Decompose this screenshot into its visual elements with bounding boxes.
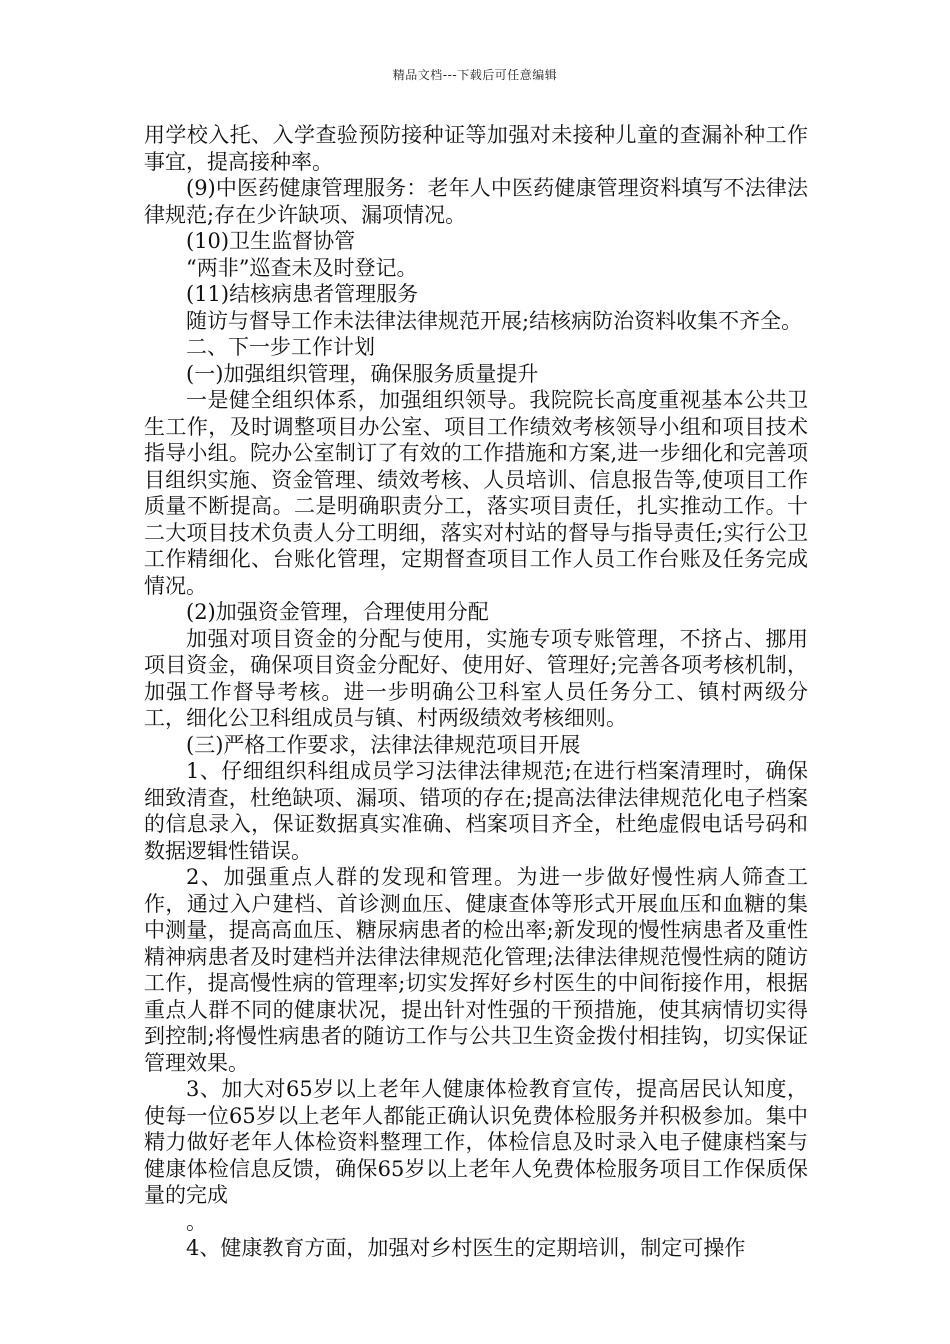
paragraph-inspection-record: “两非”巡查未及时登记。: [186, 255, 418, 280]
paragraph-tcm-health-service: (9)中医药健康管理服务：老年人中医药健康管理资料填写不法律法律规范;存在少许缺项、漏项情况。: [144, 176, 808, 227]
subheading-work-requirements: (三)严格工作要求，法律法律规范项目开展: [186, 732, 581, 757]
document-body: [144, 122, 808, 1262]
heading-tuberculosis-service: (11)结核病患者管理服务: [186, 282, 419, 306]
page-header: 精品文档---下载后可任意编辑: [392, 68, 558, 82]
paragraph-item-1: 1、仔细组织科组成员学习法律法律规范;在进行档案清理时，确保细致清查，杜绝缺项、漏项、错项的存在;提高法律法律规范化电子档案的信息录入，保证数据真实准确、档案项目齐全，杜绝虚假电话号码和数据逻辑性错误。: [144, 759, 808, 863]
paragraph-item-2: 2、加强重点人群的发现和管理。为进一步做好慢性病人筛查工作，通过入户建档、首诊测血压、健康查体等形式开展血压和血糖的集中测量，提高高血压、糖尿病患者的检出率;新发现的慢性病患者及重性精神病患者及时建档并法律法律规范化管理;法律法律规范慢性病的随访工作，提高慢性病的管理率;切实发挥好乡村医生的中间衔接作用，根据重点人群不同的健康状况，提出针对性强的干预措施，使其病情切实得到控制;将慢性病患者的随访工作与公共卫生资金拨付相挂钩，切实保证管理效果。: [144, 865, 808, 1075]
paragraph-fund-allocation: 加强对项目资金的分配与使用，实施专项专账管理，不挤占、挪用项目资金，确保项目资金分配好、使用好、管理好;完善各项考核机制，加强工作督导考核。进一步明确公卫科室人员任务分工、镇村两级分工，细化公卫科组成员与镇、村两级绩效考核细则。: [144, 626, 808, 730]
paragraph-tuberculosis-followup: 随访与督导工作未法律法律规范开展;结核病防治资料收集不齐全。: [186, 308, 803, 333]
section-heading-next-plan: 二、下一步工作计划: [186, 335, 375, 359]
subheading-fund-management: (2)加强资金管理，合理使用分配: [186, 600, 489, 624]
paragraph-organization-system: 一是健全组织体系，加强组织领导。我院院长高度重视基本公共卫生工作，及时调整项目办公室、项目工作绩效考核领导小组和项目技术指导小组。院办公室制订了有效的工作措施和方案,进一步细化和完善项目组织实施、资金管理、绩效考核、人员培训、信息报告等,使项目工作质量不断提高。二是明确职责分工，落实项目责任，扎实推动工作。十二大项目技术负责人分工明细，落实对村站的督导与指导责任;实行公卫工作精细化、台账化管理，定期督查项目工作人员工作台账及任务完成情况。: [144, 388, 808, 598]
paragraph-period: 。: [186, 1209, 207, 1234]
paragraph-continuation: 用学校入托、入学查验预防接种证等加强对未接种儿童的查漏补种工作事宜，提高接种率。: [144, 123, 808, 174]
subheading-organization-management: (一)加强组织管理，确保服务质量提升: [186, 361, 539, 386]
paragraph-item-4: 4、健康教育方面，加强对乡村医生的定期培训，制定可操作: [186, 1236, 746, 1260]
paragraph-item-3: 3、加大对65岁以上老年人健康体检教育宣传，提高居民认知度，使每一位65岁以上老年人都能正确认识免费体检服务并积极参加。集中精力做好老年人体检资料整理工作，体检信息及时录入电子健康档案与健康体检信息反馈，确保65岁以上老年人免费体检服务项目工作保质保量的完成: [144, 1077, 808, 1207]
heading-health-supervision: (10)卫生监督协管: [186, 229, 356, 253]
